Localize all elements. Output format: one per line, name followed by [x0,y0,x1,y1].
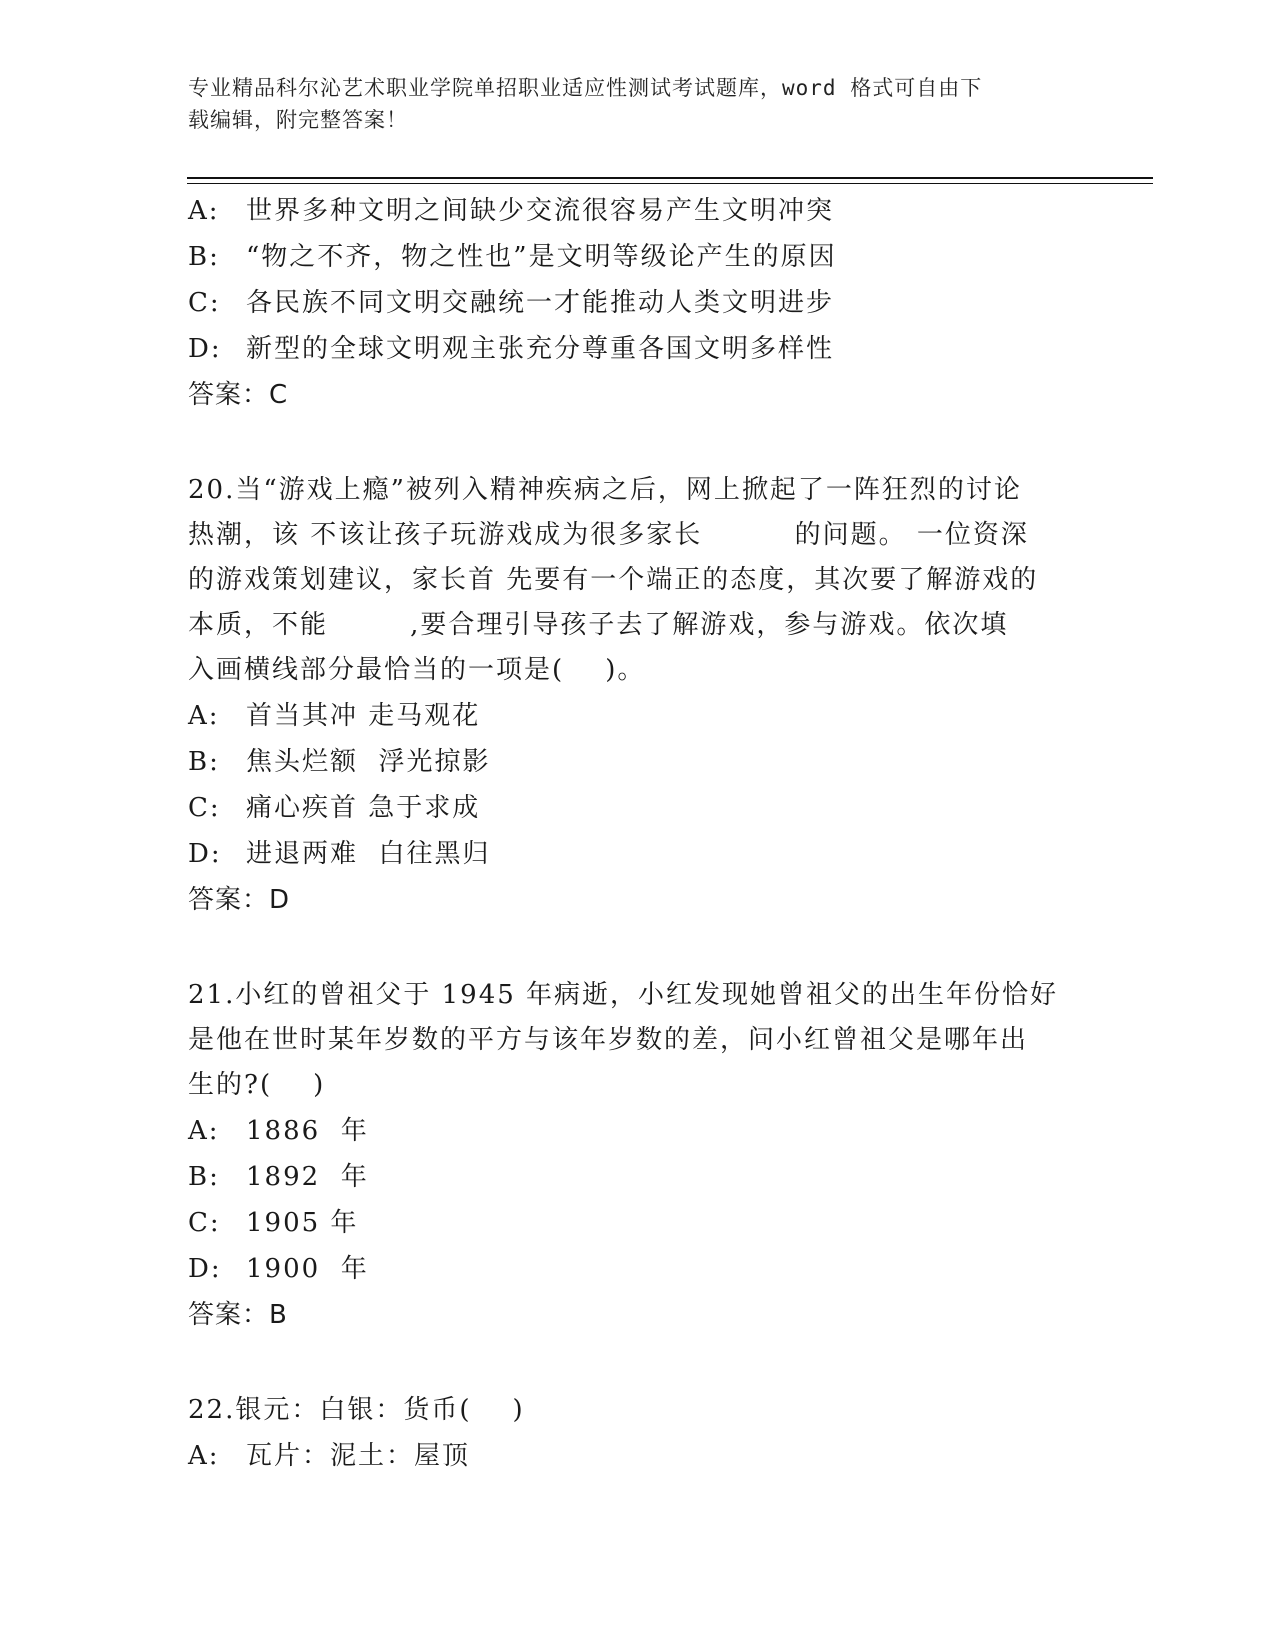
answer-line: 答案：B [188,1300,288,1330]
option-d [188,1246,1088,1292]
option-text: 焦头烂额 浮光掠影 [246,747,491,777]
answer-line: 答案：D [188,885,291,915]
option-text: 1886 年 [246,1116,369,1146]
question-text-line: 22.银元：白银：货币( ) [188,1395,525,1425]
option-key: B: [188,747,220,777]
option-key: B: [188,1162,220,1192]
option-a [188,1108,1088,1154]
question-20 [188,468,1088,923]
question-text-line: 20.当“游戏上瘾”被列入精神疾病之后，网上掀起了一阵狂烈的讨论 [188,475,1022,505]
option-key: C: [188,793,221,823]
option-key: A: [188,1116,220,1146]
document-header [188,72,1068,136]
option-c [188,1200,1088,1246]
question-text-line: 生的?( ) [188,1070,326,1100]
option-key: D: [188,839,222,869]
option-a [188,693,1088,739]
option-a [188,188,1088,234]
option-d [188,326,1088,372]
question-text-line: 是他在世时某年岁数的平方与该年岁数的差，问小红曾祖父是哪年出 [188,1025,1029,1055]
question-text-line: 入画横线部分最恰当的一项是( )。 [188,655,646,685]
question-text-line: 的游戏策划建议，家长首 先要有一个端正的态度，其次要了解游戏的 [188,565,1039,595]
option-text: 1900 年 [246,1254,369,1284]
option-text: 世界多种文明之间缺少交流很容易产生文明冲突 [246,196,835,226]
header-rule-thick [187,177,1153,179]
question-21 [188,973,1088,1338]
question-22 [188,1388,1088,1479]
option-c [188,280,1088,326]
question-text-line: 21.小红的曾祖父于 1945 年病逝，小红发现她曾祖父的出生年份恰好 [188,980,1059,1010]
option-c [188,785,1088,831]
option-key: B: [188,242,220,272]
question-text-line: 热潮，该 不该让孩子玩游戏成为很多家长 的问题。 一位资深 [188,520,1029,550]
option-b [188,1154,1088,1200]
option-a [188,1433,1088,1479]
option-b [188,739,1088,785]
option-b [188,234,1088,280]
option-key: D: [188,1254,222,1284]
option-text: 瓦片：泥土：屋顶 [246,1441,471,1471]
option-key: D: [188,334,222,364]
option-text: “物之不齐，物之性也”是文明等级论产生的原因 [246,242,837,272]
option-text: 痛心疾首 急于求成 [246,793,481,823]
question-text-line: 本质，不能 ,要合理引导孩子去了解游戏，参与游戏。依次填 [188,610,1009,640]
option-key: A: [188,1441,220,1471]
header-rule-thin [187,183,1153,184]
option-key: C: [188,288,221,318]
option-text: 1905 年 [246,1208,359,1238]
document-body [188,188,1088,1479]
option-text: 1892 年 [246,1162,369,1192]
option-d [188,831,1088,877]
header-line-1: 专业精品科尔沁艺术职业学院单招职业适应性测试考试题库，word 格式可自由下 [188,76,983,100]
option-text: 首当其冲 走马观花 [246,701,481,731]
answer-line: 答案：C [188,380,289,410]
option-text: 进退两难 白往黑归 [246,839,491,869]
option-key: A: [188,196,220,226]
option-text: 各民族不同文明交融统一才能推动人类文明进步 [246,288,835,318]
option-key: A: [188,701,220,731]
header-line-2: 载编辑，附完整答案！ [188,108,408,132]
option-key: C: [188,1208,221,1238]
question-19 [188,188,1088,418]
option-text: 新型的全球文明观主张充分尊重各国文明多样性 [246,334,835,364]
